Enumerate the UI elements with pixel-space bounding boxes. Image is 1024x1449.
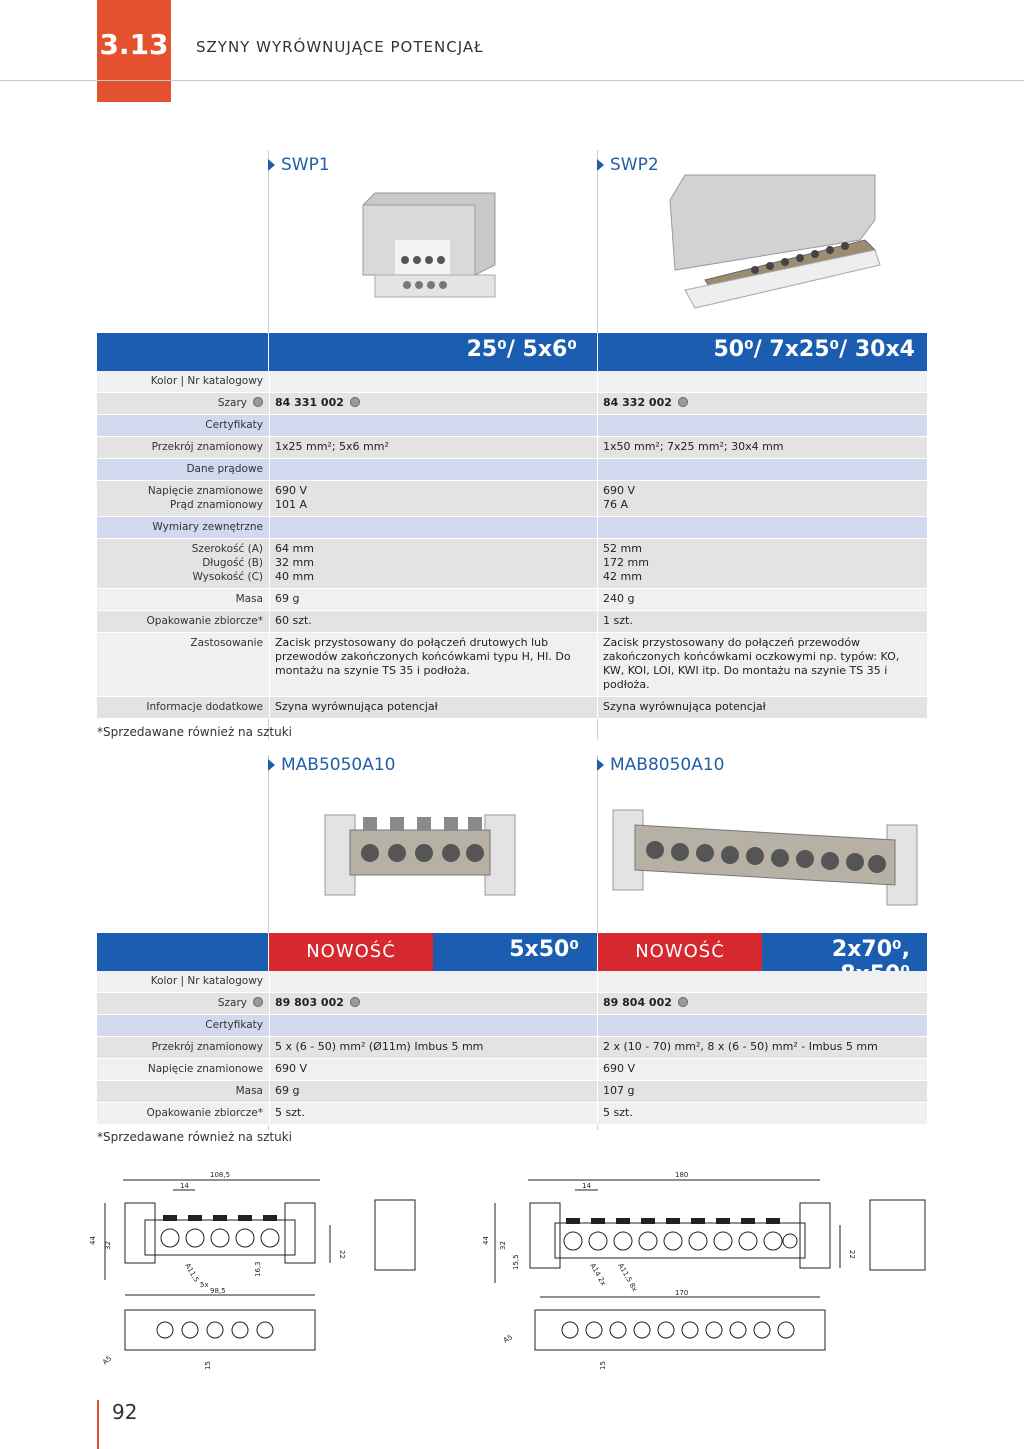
section-number: 3.13 [99, 28, 169, 61]
section-title: SZYNY WYRÓWNUJĄCE POTENCJAŁ [196, 38, 484, 56]
svg-text:A11,5 8x: A11,5 8x [616, 1262, 639, 1294]
table-row: Szary 89 803 002 89 804 002 [97, 993, 927, 1015]
svg-text:98,5: 98,5 [210, 1287, 226, 1295]
product-title-swp2: SWP2 [597, 155, 659, 175]
table-row: Kolor | Nr katalogowy [97, 971, 927, 993]
svg-text:15: 15 [204, 1361, 212, 1370]
svg-text:15: 15 [599, 1361, 607, 1370]
table-row: Szerokość (A) Długość (B) Wysokość (C) 64 mm 32 mm 40 mm 52 mm 172 mm 42 mm [97, 539, 927, 589]
product-title-mab5050: MAB5050A10 [268, 755, 395, 775]
product-image-swp2 [665, 170, 885, 320]
table-row: Zastosowanie Zacisk przystosowany do połączeń drutowych lub przewodów zakończonych końcówkami typu H, HI. Do montażu na szynie TS 35 i podłoża. Zacisk przystosowany do połączeń przewodów zakończonych końcówkami oczkowymi np. typów: KO, KW, KOI, LOI, KWI itp. Do montażu na szynie TS 35 i podłoża. [97, 633, 927, 697]
spec-table-top [97, 333, 927, 719]
table-row: Certyfikaty [97, 415, 927, 437]
gray-dot-icon [678, 397, 688, 407]
table-row: Wymiary zewnętrzne [97, 517, 927, 539]
product-image-swp1 [355, 185, 505, 315]
table-row: Masa 69 g 107 g [97, 1081, 927, 1103]
table-row: Dane prądowe [97, 459, 927, 481]
svg-text:14: 14 [180, 1182, 189, 1190]
svg-text:170: 170 [675, 1289, 689, 1297]
page-number-bar [97, 1400, 99, 1449]
svg-text:32: 32 [104, 1241, 112, 1250]
footnote: *Sprzedawane również na sztuki [97, 1130, 292, 1144]
size-label-swp2: 50⁰/ 7x25⁰/ 30x4 [713, 337, 915, 362]
product-image-mab5050 [315, 795, 525, 915]
size-label-mab5050: 5x50⁰ [509, 937, 579, 962]
svg-text:A5: A5 [101, 1354, 114, 1367]
spec-table-bottom [97, 933, 927, 1125]
table-row: Opakowanie zbiorcze* 60 szt. 1 szt. [97, 611, 927, 633]
section-number-box [97, 0, 171, 102]
svg-text:A5: A5 [502, 1333, 515, 1345]
svg-text:15,5: 15,5 [512, 1254, 520, 1270]
technical-drawing-mab8050 [480, 1165, 935, 1395]
table-row: Napięcie znamionowe Prąd znamionowy 690 V 101 A 690 V 76 A [97, 481, 927, 517]
svg-text:32: 32 [499, 1241, 507, 1250]
gray-dot-icon [678, 997, 688, 1007]
table-row: Masa 69 g 240 g [97, 589, 927, 611]
gray-dot-icon [350, 397, 360, 407]
product-title-swp1: SWP1 [268, 155, 330, 175]
table-row: Szary 84 331 002 84 332 002 [97, 393, 927, 415]
svg-text:108,5: 108,5 [210, 1171, 231, 1179]
svg-text:22: 22 [338, 1250, 346, 1259]
gray-dot-icon [253, 997, 263, 1007]
svg-text:A14 2x: A14 2x [588, 1262, 608, 1288]
svg-text:16,3: 16,3 [254, 1261, 262, 1277]
footnote: *Sprzedawane również na sztuki [97, 725, 292, 739]
technical-drawing-mab5050 [85, 1165, 455, 1395]
size-label-swp1: 25⁰/ 5x6⁰ [466, 337, 577, 362]
svg-text:22: 22 [848, 1250, 856, 1259]
table-row: Przekrój znamionowy 1x25 mm²; 5x6 mm² 1x50 mm²; 7x25 mm²; 30x4 mm [97, 437, 927, 459]
header-divider [0, 80, 1024, 81]
table-header [97, 333, 927, 371]
table-header [97, 933, 927, 971]
svg-text:5x: 5x [200, 1281, 209, 1289]
table-row: Napięcie znamionowe 690 V 690 V [97, 1059, 927, 1081]
svg-text:44: 44 [482, 1236, 490, 1245]
table-row: Przekrój znamionowy 5 x (6 - 50) mm² (Ø11m) Imbus 5 mm 2 x (10 - 70) mm², 8 x (6 - 50) mm² - Imbus 5 mm [97, 1037, 927, 1059]
new-badge-right: NOWOŚĆ [598, 933, 762, 971]
table-row: Kolor | Nr katalogowy [97, 371, 927, 393]
table-row: Certyfikaty [97, 1015, 927, 1037]
table-row: Informacje dodatkowe Szyna wyrównująca potencjał Szyna wyrównująca potencjał [97, 697, 927, 719]
new-badge-left: NOWOŚĆ [269, 933, 433, 971]
svg-text:180: 180 [675, 1171, 689, 1179]
table-row: Opakowanie zbiorcze* 5 szt. 5 szt. [97, 1103, 927, 1125]
svg-text:44: 44 [89, 1236, 97, 1245]
product-image-mab8050 [605, 795, 925, 915]
gray-dot-icon [350, 997, 360, 1007]
size-label-mab8050: 2x70⁰, [831, 937, 910, 962]
product-title-mab8050: MAB8050A10 [597, 755, 724, 775]
svg-text:A11,5: A11,5 [183, 1262, 201, 1284]
gray-dot-icon [253, 397, 263, 407]
svg-text:14: 14 [582, 1182, 591, 1190]
page-number: 92 [112, 1400, 138, 1424]
